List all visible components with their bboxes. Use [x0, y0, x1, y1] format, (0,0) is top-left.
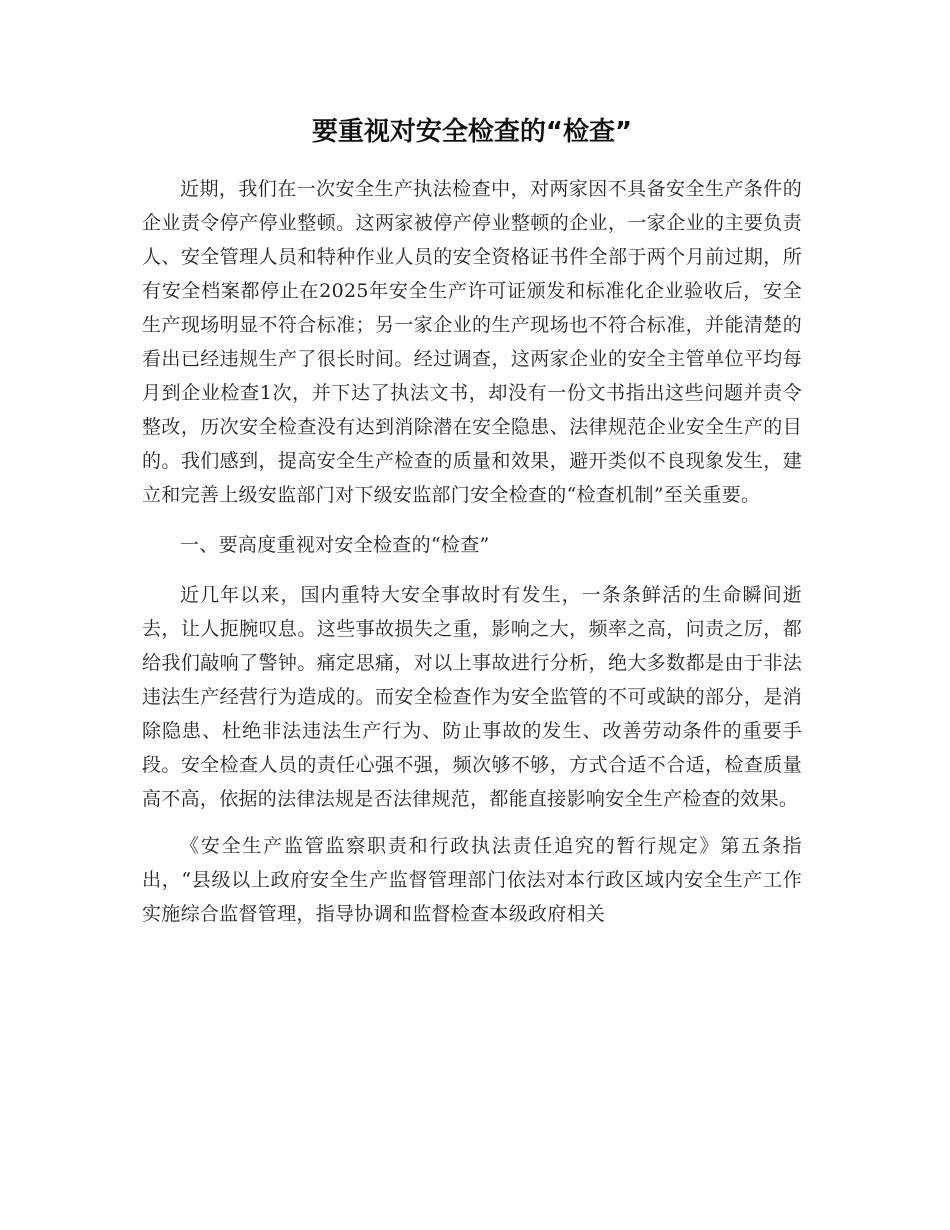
section-paragraph: 《安全生产监管监察职责和行政执法责任追究的暂行规定》第五条指出，“县级以上政府安全生产监督管理部门依法对本行政区域内安全生产工作实施综合监督管理，指导协调和监督检查本级政府相关 — [142, 835, 802, 925]
document-body — [142, 112, 802, 931]
section-paragraph: 近几年以来，国内重特大安全事故时有发生，一条条鲜活的生命瞬间逝去，让人扼腕叹息。这些事故损失之重，影响之大，频率之高，问责之厉，都给我们敲响了警钟。痛定思痛，对以上事故进行分析，绝大多数都是由于非法违法生产经营行为造成的。而安全检查作为安全监管的不可或缺的部分，是消除隐患、杜绝非法违法生产行为、防止事故的发生、改善劳动条件的重要手段。安全检查人员的责任心强不强，频次够不够，方式合适不合适，检查质量高不高，依据的法律法规是否法律规范，都能直接影响安全生产检查的效果。 — [142, 584, 802, 810]
intro-paragraph: 近期，我们在一次安全生产执法检查中，对两家因不具备安全生产条件的企业责令停产停业整顿。这两家被停产停业整顿的企业，一家企业的主要负责人、安全管理人员和特种作业人员的安全资格证书件全部于两个月前过期，所有安全档案都停止在2025年安全生产许可证颁发和标准化企业验收后，安全生产现场明显不符合标准；另一家企业的生产现场也不符合标准，并能清楚的看出已经违规生产了很长时间。经过调查，这两家企业的安全主管单位平均每月到企业检查1次，并下达了执法文书，却没有一份文书指出这些问题并责令整改，历次安全检查没有达到消除潜在安全隐患、法律规范企业安全生产的目的。我们感到，提高安全生产检查的质量和效果，避开类似不良现象发生，建立和完善上级安监部门对下级安监部门安全检查的“检查机制”至关重要。 — [142, 178, 802, 506]
document-title: 要重视对安全检查的“检查” — [311, 117, 633, 147]
section-heading: 一、要高度重视对安全检查的“检查” — [180, 534, 490, 556]
